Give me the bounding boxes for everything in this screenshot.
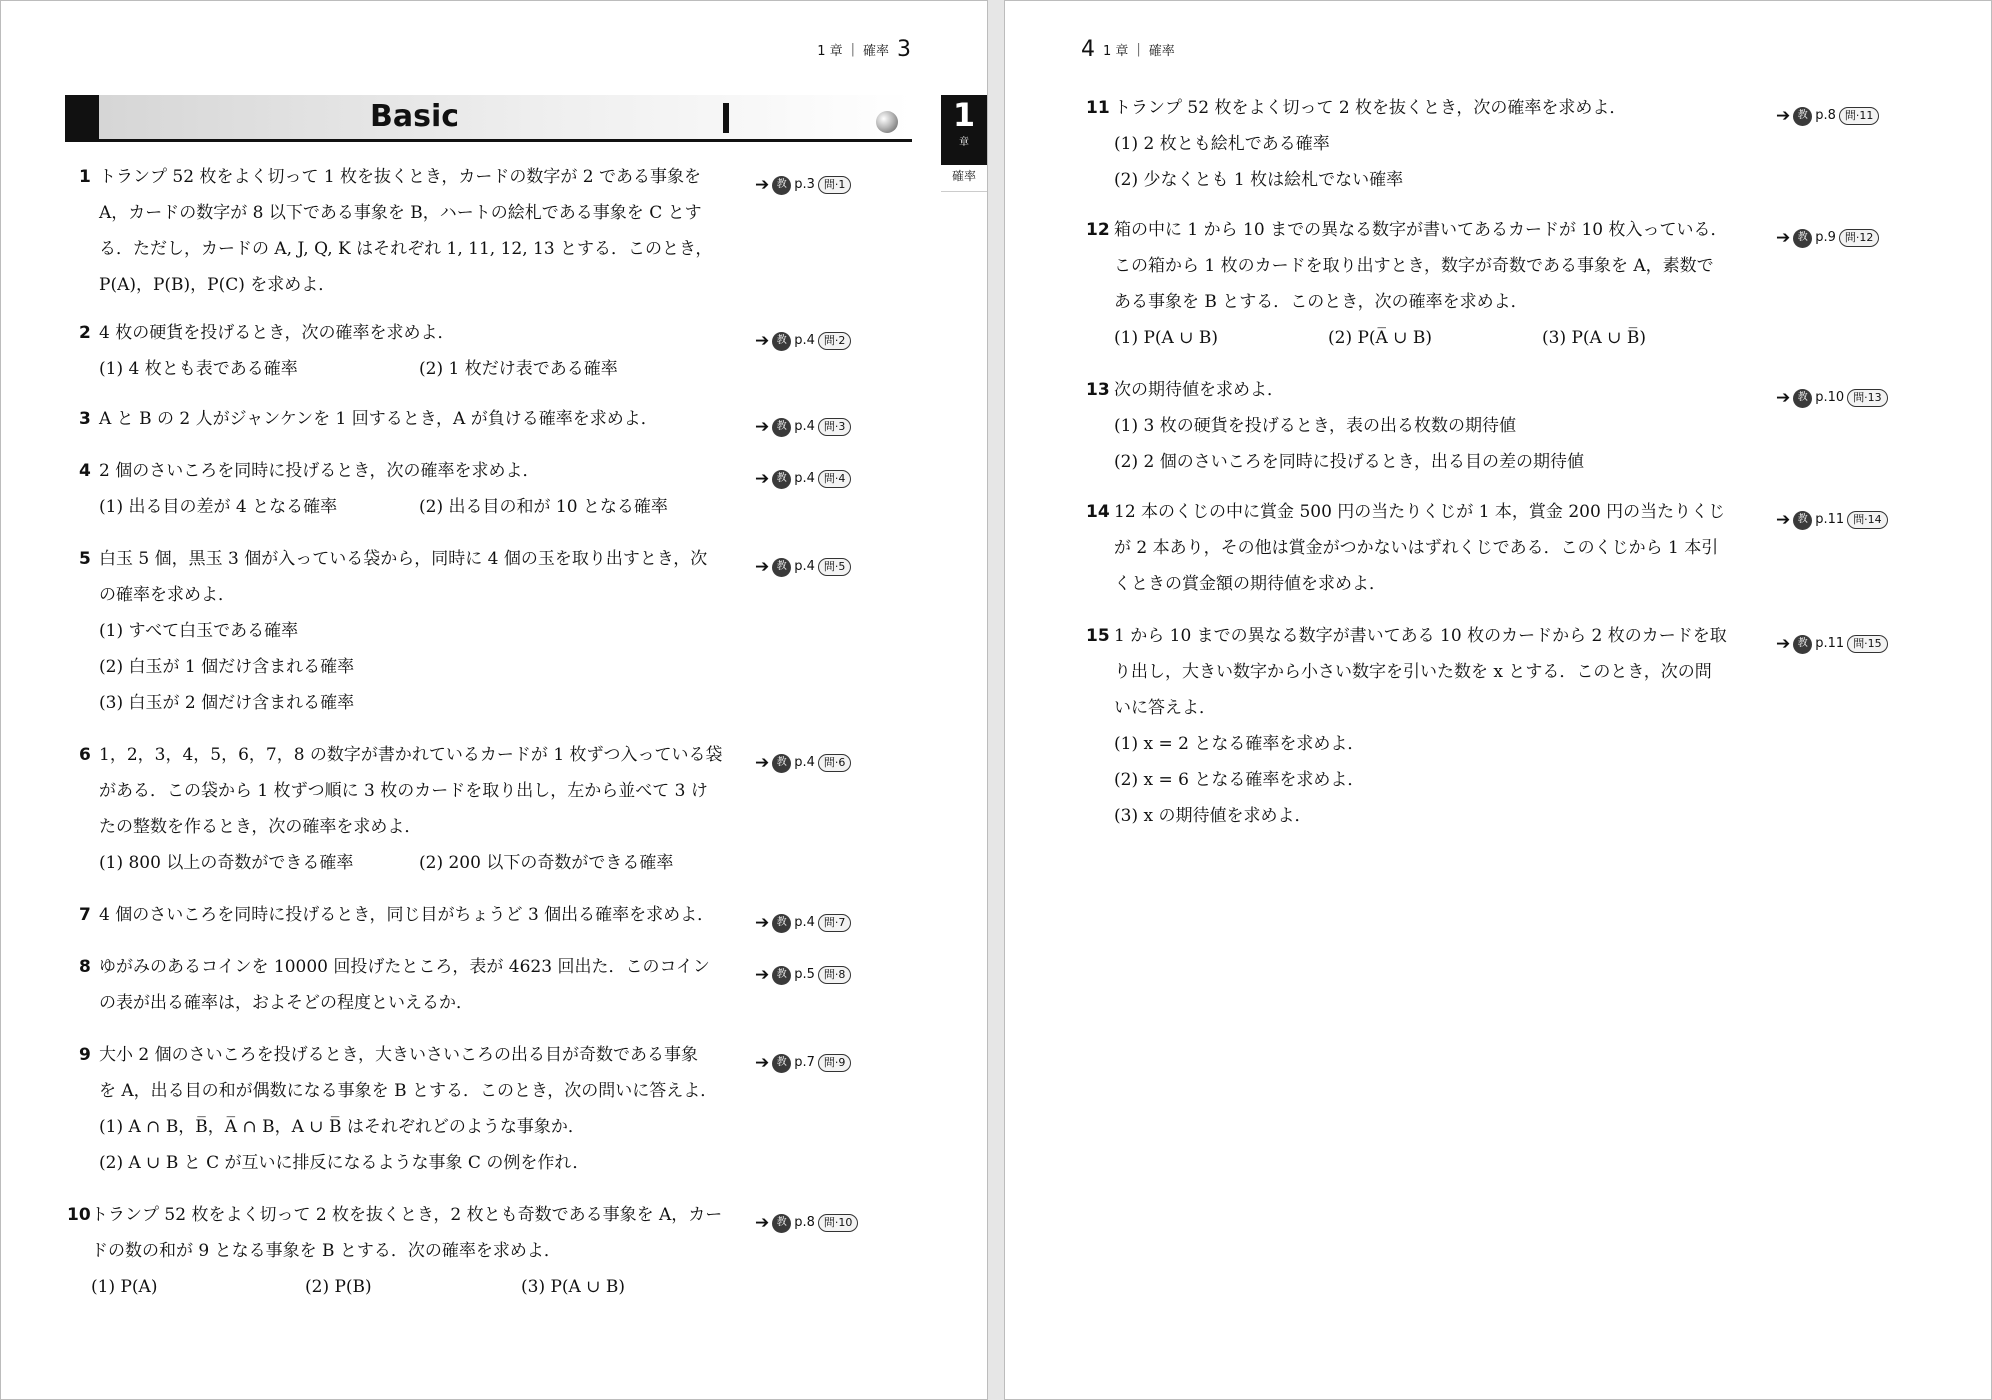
- problem-body: [99, 159, 712, 303]
- subquestion: (1) すべて白玉である確率: [99, 621, 299, 641]
- chapter-tab-label: 章: [959, 137, 969, 148]
- problem-line: ある事象を B とする．このとき，次の確率を求めよ．: [1114, 292, 1528, 312]
- textbook-reference: [755, 1045, 851, 1081]
- problem-number: 5: [79, 549, 91, 569]
- ref-question: 問·14: [1847, 511, 1888, 529]
- problem-body: [99, 315, 618, 387]
- subquestion: (1) 2 枚とも絵札である確率: [1114, 134, 1330, 154]
- page-number: 4: [1081, 37, 1095, 62]
- ref-page: p.8: [794, 1215, 815, 1230]
- ref-page: p.4: [794, 559, 815, 574]
- problem-6: [79, 737, 949, 885]
- problem-2: [79, 315, 949, 389]
- textbook-reference: [755, 323, 851, 359]
- ref-question: 問·13: [1847, 389, 1888, 407]
- ref-question: 問·3: [818, 418, 852, 436]
- arrow-right-icon: ➔: [755, 1213, 770, 1233]
- chapter-tab-number: 1: [952, 96, 976, 134]
- kyou-icon: 教: [772, 332, 791, 351]
- problem-line: たの整数を作るとき，次の確率を求めよ．: [99, 817, 422, 837]
- ref-page: p.8: [1815, 108, 1836, 123]
- ref-page: p.10: [1815, 390, 1845, 405]
- kyou-icon: 教: [772, 558, 791, 577]
- problem-number: 3: [79, 409, 91, 429]
- ref-question: 問·4: [818, 470, 852, 488]
- subquestion-row: [1114, 320, 1728, 356]
- chapter-tab-name: 確率: [941, 169, 987, 192]
- problem-9: [79, 1037, 949, 1185]
- textbook-reference: [1776, 380, 1888, 416]
- problem-3: [79, 401, 949, 439]
- kyou-icon: 教: [1793, 511, 1812, 530]
- problem-line: 1，2，3，4，5，6，7，8 の数字が書かれているカードが 1 枚ずつ入っている袋: [99, 745, 723, 765]
- ref-question: 問·12: [1839, 229, 1880, 247]
- problem-7: [79, 897, 949, 935]
- running-header: [817, 37, 911, 62]
- subquestion-row: [99, 351, 618, 387]
- textbook-reference: [1776, 626, 1888, 662]
- banner-lead-block: [65, 95, 99, 139]
- subquestion: (2) P(A̅ ∪ B): [1328, 328, 1433, 348]
- ref-question: 問·9: [818, 1054, 852, 1072]
- textbook-reference: [755, 461, 851, 497]
- problem-5: [79, 541, 949, 725]
- problem-body: [1114, 372, 1584, 480]
- header-separator: |: [1136, 42, 1141, 57]
- ref-question: 問·5: [818, 558, 852, 576]
- ref-question: 問·1: [818, 176, 852, 194]
- arrow-right-icon: ➔: [1776, 634, 1791, 654]
- ref-page: p.11: [1815, 512, 1845, 527]
- subquestion: (3) x の期待値を求めよ．: [1114, 806, 1312, 826]
- problem-line: この箱から 1 枚のカードを取り出すとき，数字が奇数である事象を A，素数で: [1114, 256, 1714, 276]
- kyou-icon: 教: [772, 1214, 791, 1233]
- problem-line: り出し，大きい数字から小さい数字を引いた数を x とする．このとき，次の問: [1114, 662, 1712, 682]
- problem-15: [1086, 618, 1906, 838]
- chapter-label: 1 章: [1103, 44, 1129, 59]
- subquestion: (1) P(A): [91, 1277, 158, 1297]
- kyou-icon: 教: [772, 470, 791, 489]
- banner-tick: [723, 103, 729, 133]
- subquestion: (1) x = 2 となる確率を求めよ．: [1114, 734, 1365, 754]
- problem-number: 8: [79, 957, 91, 977]
- subquestion: (1) 800 以上の奇数ができる確率: [99, 853, 354, 873]
- ref-page: p.5: [794, 967, 815, 982]
- left-page: [0, 0, 988, 1400]
- textbook-reference: [755, 409, 851, 445]
- problem-line: トランプ 52 枚をよく切って 2 枚を抜くとき，2 枚とも奇数である事象を A，カー: [91, 1205, 723, 1225]
- ref-page: p.4: [794, 333, 815, 348]
- subquestion: (2) 白玉が 1 個だけ含まれる確率: [99, 657, 355, 677]
- ref-page: p.9: [1815, 230, 1836, 245]
- problem-body: [1114, 494, 1725, 602]
- ref-page: p.11: [1815, 636, 1845, 651]
- problem-line: 箱の中に 1 から 10 までの異なる数字が書いてあるカードが 10 枚入っている．: [1114, 220, 1728, 240]
- problem-number: 12: [1086, 220, 1110, 240]
- ref-page: p.7: [794, 1055, 815, 1070]
- problem-line: くときの賞金額の期待値を求めよ．: [1114, 574, 1386, 594]
- arrow-right-icon: ➔: [755, 1053, 770, 1073]
- subquestion: (2) 出る目の和が 10 となる確率: [419, 497, 668, 517]
- problem-number: 7: [79, 905, 91, 925]
- problem-line: P(A)，P(B)，P(C) を求めよ．: [99, 275, 336, 295]
- textbook-reference: [1776, 220, 1879, 256]
- problem-number: 11: [1086, 98, 1110, 118]
- problem-body: [99, 1037, 717, 1181]
- subquestion: (2) P(B): [305, 1277, 372, 1297]
- arrow-right-icon: ➔: [755, 753, 770, 773]
- problem-line: 白玉 5 個，黒玉 3 個が入っている袋から，同時に 4 個の玉を取り出すとき，次: [99, 549, 708, 569]
- problem-13: [1086, 372, 1906, 484]
- problem-number: 6: [79, 745, 91, 765]
- subquestion: (1) P(A ∪ B): [1114, 328, 1219, 348]
- problem-body: [99, 949, 710, 1021]
- kyou-icon: 教: [772, 914, 791, 933]
- problem-line: トランプ 52 枚をよく切って 1 枚を抜くとき，カードの数字が 2 である事象を: [99, 167, 702, 187]
- subquestion-row: [99, 845, 723, 881]
- textbook-reference: [1776, 98, 1879, 134]
- subquestion: (3) P(A ∪ B̅): [1542, 328, 1647, 348]
- problem-number: 10: [67, 1205, 91, 1225]
- arrow-right-icon: ➔: [755, 417, 770, 437]
- arrow-right-icon: ➔: [755, 469, 770, 489]
- textbook-reference: [755, 1205, 858, 1241]
- problem-line: 次の期待値を求めよ．: [1114, 380, 1284, 400]
- ref-page: p.4: [794, 915, 815, 930]
- arrow-right-icon: ➔: [755, 965, 770, 985]
- subquestion: (2) 2 個のさいころを同時に投げるとき，出る目の差の期待値: [1114, 452, 1585, 472]
- problem-line: トランプ 52 枚をよく切って 2 枚を抜くとき，次の確率を求めよ．: [1114, 98, 1627, 118]
- page-number: 3: [897, 37, 911, 62]
- textbook-reference: [755, 745, 851, 781]
- ref-question: 問·8: [818, 966, 852, 984]
- problem-line: る．ただし，カードの A, J, Q, K はそれぞれ 1, 11, 12, 13 とする．このとき，: [99, 239, 713, 259]
- subquestion-row: [91, 1269, 722, 1305]
- ref-page: p.4: [794, 419, 815, 434]
- section-banner: [65, 95, 912, 139]
- kyou-icon: 教: [772, 418, 791, 437]
- problem-body: [1114, 90, 1626, 198]
- problem-number: 1: [79, 167, 91, 187]
- problem-line: がある．この袋から 1 枚ずつ順に 3 枚のカードを取り出し，左から並べて 3 け: [99, 781, 708, 801]
- textbook-reference: [755, 549, 851, 585]
- kyou-icon: 教: [772, 176, 791, 195]
- problem-line: 12 本のくじの中に賞金 500 円の当たりくじが 1 本，賞金 200 円の当たりくじ: [1114, 502, 1726, 522]
- problem-number: 9: [79, 1045, 91, 1065]
- problem-12: [1086, 212, 1906, 360]
- subquestion: (1) 3 枚の硬貨を投げるとき，表の出る枚数の期待値: [1114, 416, 1517, 436]
- problem-body: [99, 541, 707, 721]
- ref-question: 問·11: [1839, 107, 1880, 125]
- running-header: [1081, 37, 1175, 62]
- problem-line: 4 個のさいころを同時に投げるとき，同じ目がちょうど 3 個出る確率を求めよ．: [99, 905, 715, 925]
- arrow-right-icon: ➔: [755, 175, 770, 195]
- problem-line: 4 枚の硬貨を投げるとき，次の確率を求めよ．: [99, 323, 455, 343]
- subquestion: (3) P(A ∪ B): [521, 1277, 626, 1297]
- textbook-reference: [755, 167, 851, 203]
- arrow-right-icon: ➔: [755, 913, 770, 933]
- ref-question: 問·10: [818, 1214, 859, 1232]
- subquestion-row: [99, 489, 668, 525]
- subject-label: 確率: [862, 44, 889, 59]
- problem-line: 大小 2 個のさいころを投げるとき，大きいさいころの出る目が奇数である事象: [99, 1045, 698, 1065]
- arrow-right-icon: ➔: [1776, 106, 1791, 126]
- arrow-right-icon: ➔: [1776, 388, 1791, 408]
- problem-line: 2 個のさいころを同時に投げるとき，次の確率を求めよ．: [99, 461, 540, 481]
- problem-1: [79, 159, 949, 309]
- problem-line: A，カードの数字が 8 以下である事象を B，ハートの絵札である事象を C とす: [99, 203, 702, 223]
- ref-page: p.4: [794, 755, 815, 770]
- problem-line: の表が出る確率は，およそどの程度といえるか．: [99, 993, 473, 1013]
- problem-number: 2: [79, 323, 91, 343]
- chapter-label: 1 章: [817, 44, 843, 59]
- problem-body: [1114, 212, 1728, 356]
- section-title: Basic: [370, 99, 460, 134]
- subquestion: (2) A ∪ B と C が互いに排反になるような事象 C の例を作れ．: [99, 1153, 590, 1173]
- problem-number: 13: [1086, 380, 1110, 400]
- problem-body: [99, 401, 658, 437]
- problem-14: [1086, 494, 1906, 606]
- problem-body: [91, 1197, 722, 1305]
- problem-10: [67, 1197, 949, 1309]
- kyou-icon: 教: [772, 1054, 791, 1073]
- arrow-right-icon: ➔: [755, 557, 770, 577]
- textbook-reference: [1776, 502, 1888, 538]
- arrow-right-icon: ➔: [755, 331, 770, 351]
- problem-line: A と B の 2 人がジャンケンを 1 回するとき，A が負ける確率を求めよ．: [99, 409, 658, 429]
- kyou-icon: 教: [1793, 389, 1812, 408]
- kyou-icon: 教: [772, 754, 791, 773]
- subquestion: (2) 少なくとも 1 枚は絵札でない確率: [1114, 170, 1404, 190]
- banner-rule: [65, 139, 912, 142]
- problem-line: ゆがみのあるコインを 10000 回投げたところ，表が 4623 回出た．このコイン: [99, 957, 710, 977]
- ref-question: 問·15: [1847, 635, 1888, 653]
- problem-body: [99, 897, 714, 933]
- problem-4: [79, 453, 949, 527]
- problem-line: ドの数の和が 9 となる事象を B とする．次の確率を求めよ．: [91, 1241, 561, 1261]
- problem-body: [99, 453, 668, 525]
- problem-line: 1 から 10 までの異なる数字が書いてある 10 枚のカードから 2 枚のカードを取: [1114, 626, 1727, 646]
- subquestion: (2) 200 以下の奇数ができる確率: [419, 853, 674, 873]
- ref-question: 問·6: [818, 754, 852, 772]
- problem-body: [99, 737, 723, 881]
- kyou-icon: 教: [1793, 635, 1812, 654]
- subquestion: (1) 4 枚とも表である確率: [99, 359, 298, 379]
- problem-number: 4: [79, 461, 91, 481]
- ref-page: p.4: [794, 471, 815, 486]
- arrow-right-icon: ➔: [1776, 510, 1791, 530]
- problem-line: を A，出る目の和が偶数になる事象を B とする．このとき，次の問いに答えよ．: [99, 1081, 718, 1101]
- kyou-icon: 教: [1793, 229, 1812, 248]
- subject-label: 確率: [1148, 44, 1175, 59]
- subquestion: (2) x = 6 となる確率を求めよ．: [1114, 770, 1365, 790]
- subquestion: (1) 出る目の差が 4 となる確率: [99, 497, 338, 517]
- ref-question: 問·2: [818, 332, 852, 350]
- problem-number: 14: [1086, 502, 1110, 522]
- arrow-right-icon: ➔: [1776, 228, 1791, 248]
- kyou-icon: 教: [1793, 107, 1812, 126]
- problem-line: いに答えよ．: [1114, 698, 1216, 718]
- ref-question: 問·7: [818, 914, 852, 932]
- subquestion: (3) 白玉が 2 個だけ含まれる確率: [99, 693, 355, 713]
- sphere-icon: [876, 111, 898, 133]
- problem-number: 15: [1086, 626, 1110, 646]
- problem-line: が 2 本あり，その他は賞金がつかないはずれくじである．このくじから 1 本引: [1114, 538, 1719, 558]
- subquestion: (2) 1 枚だけ表である確率: [419, 359, 618, 379]
- kyou-icon: 教: [772, 966, 791, 985]
- problem-body: [1114, 618, 1727, 834]
- problem-11: [1086, 90, 1906, 202]
- subquestion: (1) A ∩ B，B̅，A̅ ∩ B，A ∪ B̅ はそれぞれどのような事象か．: [99, 1117, 585, 1137]
- chapter-tab: [941, 95, 987, 165]
- textbook-reference: [755, 957, 851, 993]
- problem-line: の確率を求めよ．: [99, 585, 235, 605]
- ref-page: p.3: [794, 177, 815, 192]
- problem-8: [79, 949, 949, 1023]
- header-separator: |: [850, 42, 855, 57]
- textbook-reference: [755, 905, 851, 941]
